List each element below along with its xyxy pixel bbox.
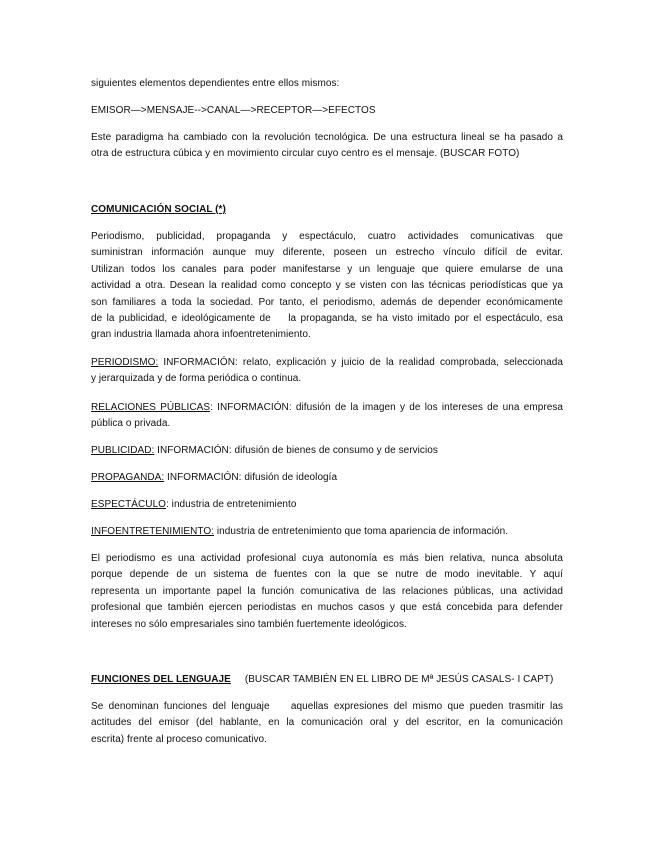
paragraph-line: gran industria llamada ahora infoentretenimiento. (91, 329, 311, 341)
paragraph-line: porque depende de un sistema de fuentes con la que se nutre de modo inevitable. Y aquí (91, 569, 563, 581)
communication-chain: EMISOR—>MENSAJE-->CANAL—>RECEPTOR—>EFECTOS (91, 105, 376, 116)
term-propaganda: PROPAGANDA: (91, 472, 165, 483)
funciones-paragraph (91, 699, 563, 748)
term-infoentretenimiento: INFOENTRETENIMIENTO: (91, 526, 215, 537)
definition-periodismo (91, 355, 563, 388)
paragraph-line: Se denominan funciones del lenguaje aquellas expresiones del mismo que pueden trasmitir las (91, 701, 563, 712)
definition-text: INFORMACIÓN: difusión de bienes de consumo y de servicios (154, 445, 438, 456)
definition-text: INFORMACIÓN: relato, explicación y juicio de la realidad comprobada, seleccionada (158, 357, 563, 368)
paragraph-line: representa un importante papel la función comunicativa de las relaciones públicas, una actividad (91, 585, 563, 597)
definition-infoentretenimiento (91, 524, 563, 540)
definition-relaciones-publicas (91, 400, 563, 433)
section-heading-funciones: FUNCIONES DEL LENGUAJE (91, 674, 231, 685)
definition-text: industria de entretenimiento que toma apariencia de información. (214, 526, 509, 537)
paragraph-line: de la publicidad, e ideológicamente de la propaganda, se ha visto imitado por el espectáculo, esa (91, 313, 563, 325)
periodismo-paragraph (91, 551, 563, 633)
funciones-note: (BUSCAR TAMBIÉN EN EL LIBRO DE Mª JESÚS CASALS- I CAPT) (244, 674, 554, 685)
paragraph-line: Utilizan todos los canales para poder manifestarse y un lenguaje que quiere emularse de una (91, 263, 563, 275)
definition-propaganda (91, 470, 563, 486)
paragraph-line: escrita) frente al proceso comunicativo. (91, 733, 267, 745)
term-espectaculo: ESPECTÁCULO (91, 499, 167, 510)
definition-text: pública o privada. (91, 418, 171, 430)
paragraph-line: intereses no sólo empresariales sino también fuertemente ideológicos. (91, 618, 407, 630)
term-relaciones-publicas: RELACIONES PÚBLICAS (91, 402, 211, 413)
paragraph-line: actitudes del emisor (del hablante, en la comunicación oral y del escritor, en la comunicación (91, 717, 563, 729)
term-publicidad: PUBLICIDAD: (91, 445, 155, 456)
definition-text: : industria de entretenimiento (166, 499, 297, 510)
section-heading-comunicacion-social: COMUNICACIÓN SOCIAL (*) (91, 204, 226, 215)
paragraph-line: El periodismo es una actividad profesional cuya autonomía es más bien relativa, nunca absoluta (91, 553, 563, 564)
paragraph-line: son familiares a toda la sociedad. Por tanto, el periodismo, además de depender económicamente (91, 296, 563, 308)
intro-line: siguientes elementos dependientes entre ellos mismos: (91, 78, 340, 89)
paradigm-line: otra de estructura cúbica y en movimiento circular cuyo centro es el mensaje. (BUSCAR FOTO) (91, 148, 520, 160)
paradigm-paragraph (91, 130, 563, 163)
definition-text: : INFORMACIÓN: difusión de la imagen y de los intereses de una empresa (210, 402, 563, 413)
paragraph-line: suministran información aunque muy diferente, poseen un estrecho vínculo difícil de evitar. (91, 247, 563, 259)
paradigm-line: Este paradigma ha cambiado con la revolución tecnológica. De una estructura lineal se ha pasado a (91, 132, 563, 143)
paragraph-line: profesional que también ejercen periodistas en muchos casos y que está concebida para defender (91, 602, 563, 614)
definition-text: y jerarquizada y de forma periódica o continua. (91, 373, 302, 385)
definition-espectaculo (91, 497, 563, 513)
term-periodismo: PERIODISMO: (91, 357, 159, 368)
comunicacion-social-paragraph (91, 229, 563, 344)
paragraph-line: Periodismo, publicidad, propaganda y espectáculo, cuatro actividades comunicativas que (91, 231, 563, 242)
definition-text: INFORMACIÓN: difusión de ideología (164, 472, 338, 483)
paragraph-line: actividad a otra. Desean la realidad como concepto y se visten con las técnicas periodísticas que ya (91, 280, 563, 292)
funciones-heading-row (91, 672, 563, 688)
definition-publicidad (91, 443, 563, 459)
